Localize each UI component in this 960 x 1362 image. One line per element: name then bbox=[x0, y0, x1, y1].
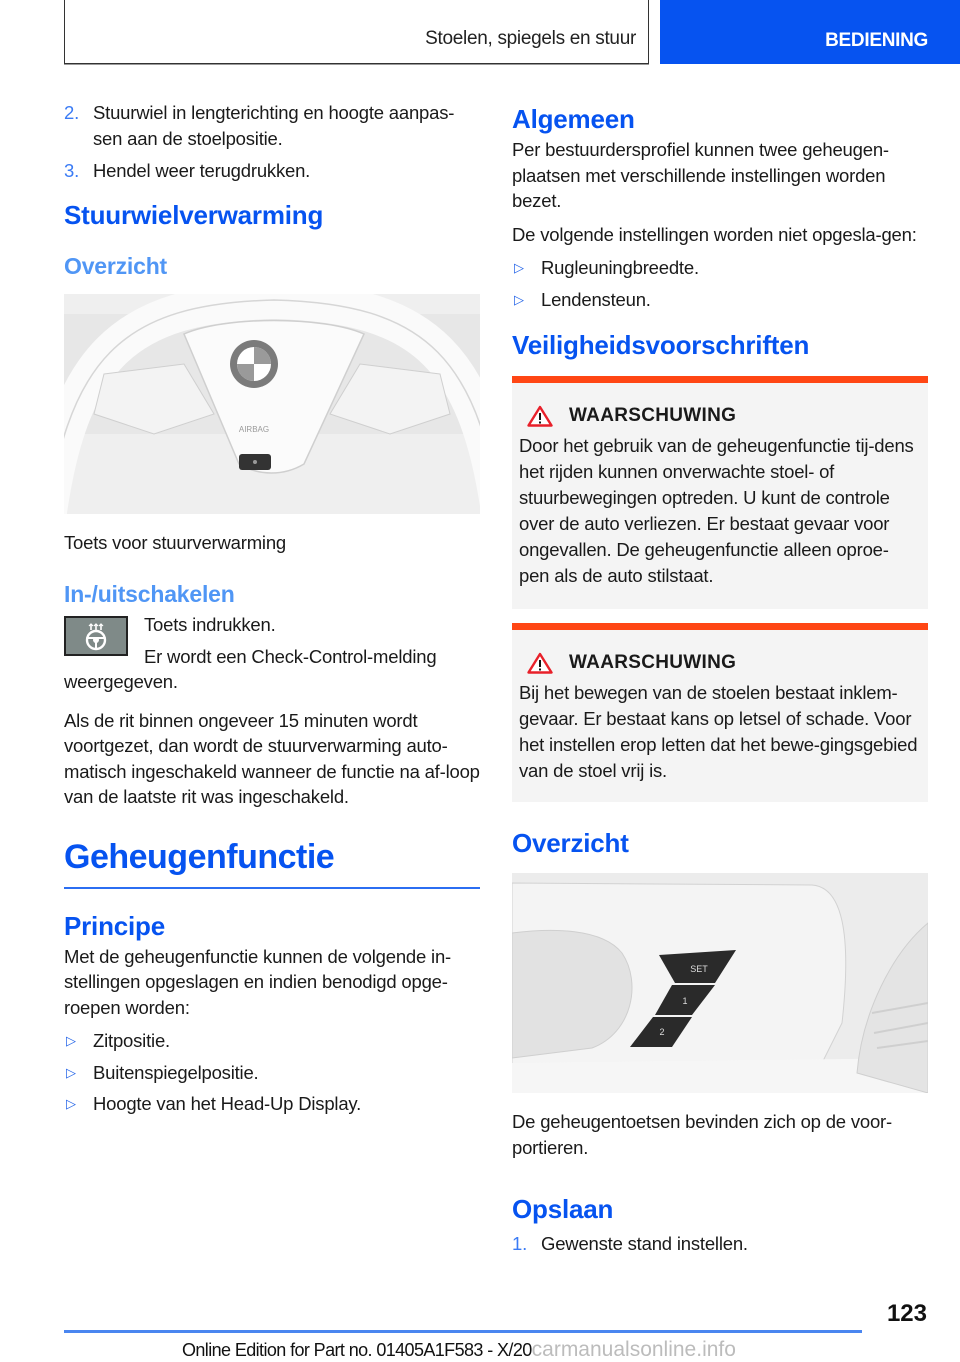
door-memory-buttons-illustration bbox=[512, 873, 928, 1093]
section-heading-safety: Veiligheidsvoorschriften bbox=[512, 330, 810, 360]
step-text: Hendel weer terugdrukken. bbox=[93, 160, 311, 181]
subheading-toggle: In-/uitschakelen bbox=[64, 581, 235, 607]
warning-title: WAARSCHUWING bbox=[519, 405, 918, 427]
warning-text: Bij het bewegen van de stoelen bestaat inklem-gevaar. Er bestaat kans op letsel of schade. Voor het instellen erop letten dat het bewe-gingsgebied van de stoel vrij is. bbox=[519, 682, 918, 781]
steering-wheel-heat-icon bbox=[81, 621, 111, 651]
list-item bbox=[64, 1091, 480, 1117]
step-number: 2. bbox=[64, 102, 80, 123]
left-column bbox=[64, 100, 480, 1123]
memory-buttons-figure bbox=[512, 873, 928, 1093]
step-number: 1. bbox=[512, 1233, 528, 1254]
steering-wheel-heat-button-icon bbox=[64, 616, 128, 656]
list-item-text: Zitpositie. bbox=[93, 1030, 170, 1051]
subheading-general: Algemeen bbox=[512, 104, 635, 134]
step-text: Stuurwiel in lengterichting en hoogte aanpas-sen aan de stoelpositie. bbox=[93, 102, 455, 149]
general-paragraph-1: Per bestuurdersprofiel kunnen twee geheugen-plaatsen met verschillende instellingen worden bezet. bbox=[512, 139, 889, 211]
subheading-overview-memory: Overzicht bbox=[512, 828, 629, 858]
section-heading-memory: Geheugenfunctie bbox=[64, 838, 480, 889]
triangle-bullet-icon: ▷ bbox=[66, 1033, 76, 1048]
svg-text:2: 2 bbox=[659, 1027, 665, 1037]
section-heading-steering-heat: Stuurwielverwarming bbox=[64, 199, 324, 230]
list-item bbox=[64, 1060, 480, 1086]
warning-box bbox=[512, 623, 928, 802]
step-item bbox=[512, 1231, 928, 1257]
subheading-principle: Principe bbox=[64, 910, 165, 941]
edition-text: Online Edition for Part no. 01405A1F583 - X/20 bbox=[182, 1340, 532, 1360]
step-number: 3. bbox=[64, 160, 80, 181]
figure-caption: De geheugentoetsen bevinden zich op de voor-portieren. bbox=[512, 1111, 892, 1158]
figure-caption: Toets voor stuurverwarming bbox=[64, 531, 287, 553]
subheading-overview: Overzicht bbox=[64, 252, 168, 279]
svg-text:SET: SET bbox=[690, 964, 708, 974]
section-title: Stoelen, spiegels en stuur bbox=[425, 28, 636, 49]
footer-edition bbox=[182, 1338, 736, 1362]
list-item bbox=[64, 1028, 480, 1054]
list-item-text: Rugleuningbreedte. bbox=[541, 257, 699, 278]
triangle-bullet-icon: ▷ bbox=[66, 1064, 76, 1080]
principle-text: Met de geheugenfunctie kunnen de volgende in-stellingen opgeslagen en indien benodigd opge-roepen worden: bbox=[64, 945, 451, 1018]
general-paragraph-2: De volgende instellingen worden niet opgesla-gen: bbox=[512, 223, 917, 245]
steering-wheel-figure bbox=[64, 294, 480, 514]
list-item bbox=[512, 287, 928, 313]
footer-divider bbox=[64, 1330, 862, 1333]
toggle-instructions bbox=[64, 612, 480, 695]
svg-text:AIRBAG: AIRBAG bbox=[238, 424, 270, 434]
list-item bbox=[512, 255, 928, 281]
list-item-text: Hoogte van het Head-Up Display. bbox=[93, 1093, 362, 1114]
auto-resume-paragraph: Als de rit binnen ongeveer 15 minuten wordt voortgezet, dan wordt de stuurverwarming auto-matisch ingeschakeld wanneer de functie na af-loop van de laatste rit was ingeschakeld. bbox=[64, 709, 480, 807]
warning-title: WAARSCHUWING bbox=[519, 652, 918, 674]
page-number: 123 bbox=[886, 1300, 927, 1327]
right-column bbox=[512, 100, 928, 1264]
step-item bbox=[64, 100, 480, 151]
toggle-step-1: Toets indrukken. bbox=[144, 614, 276, 635]
warning-triangle-icon bbox=[527, 652, 553, 674]
list-item-text: Lendensteun. bbox=[541, 288, 651, 310]
triangle-bullet-icon: ▷ bbox=[66, 1096, 76, 1111]
step-item bbox=[64, 158, 480, 184]
triangle-bullet-icon: ▷ bbox=[514, 291, 524, 307]
svg-text:1: 1 bbox=[682, 996, 688, 1006]
section-header bbox=[64, 0, 649, 64]
chapter-title: BEDIENING bbox=[825, 30, 928, 51]
watermark: carmanualsonline.info bbox=[531, 1338, 736, 1361]
chapter-tab bbox=[660, 0, 960, 64]
warning-box bbox=[512, 376, 928, 609]
warning-triangle-icon bbox=[527, 405, 553, 427]
triangle-bullet-icon: ▷ bbox=[514, 260, 524, 275]
list-item-text: Buitenspiegelpositie. bbox=[93, 1061, 259, 1083]
steering-wheel-illustration bbox=[64, 294, 480, 514]
warning-text: Door het gebruik van de geheugenfunctie tij-dens het rijden kunnen onverwachte stoel- of stuurbewegingen optreden. U kunt de controle over de auto verliezen. Er bestaat gevaar voor ongevallen. De geheugenfunctie alleen oproe-pen als de auto stilstaat. bbox=[519, 435, 914, 586]
toggle-step-2: Er wordt een Check-Control-melding weergegeven. bbox=[64, 645, 437, 692]
subheading-save: Opslaan bbox=[512, 1194, 614, 1224]
step-text: Gewenste stand instellen. bbox=[541, 1233, 748, 1254]
